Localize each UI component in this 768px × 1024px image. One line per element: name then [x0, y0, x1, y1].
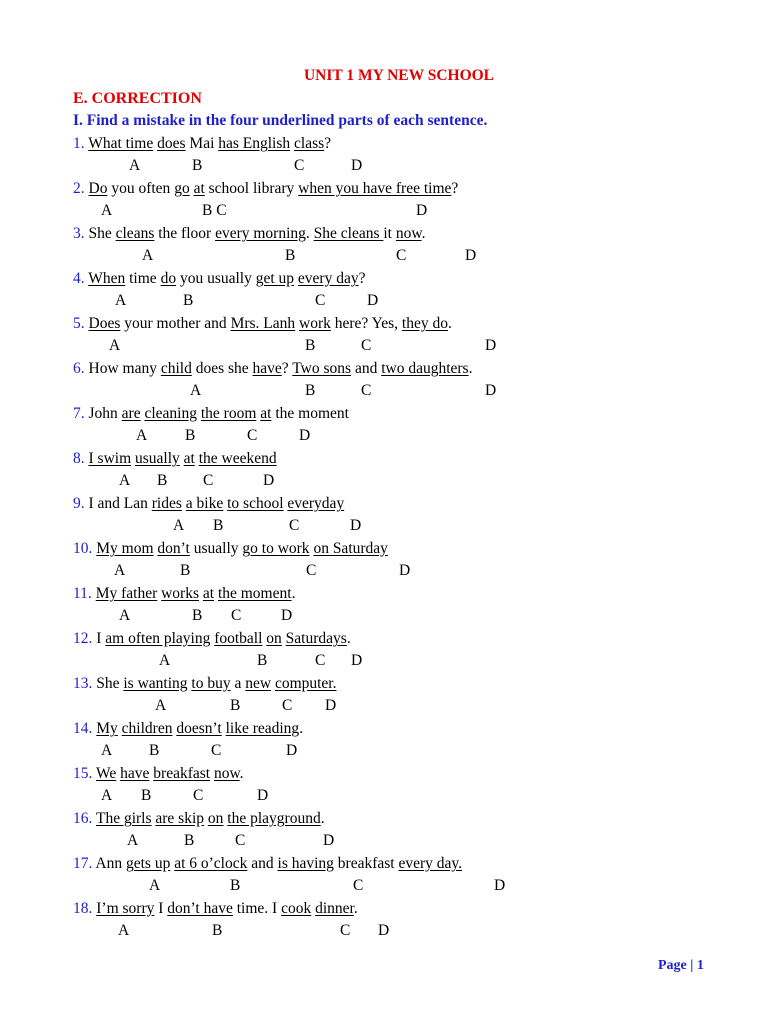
- underlined-part: every day.: [398, 855, 463, 872]
- underlined-part: every day: [297, 270, 359, 287]
- sentence-text: .: [320, 810, 325, 827]
- option-letter: B: [180, 562, 191, 579]
- underlined-part: to buy: [191, 675, 231, 692]
- sentence-text: you often: [107, 180, 175, 197]
- sentence-text: I: [154, 900, 168, 917]
- underlined-part: cleans: [115, 225, 155, 242]
- option-letter: C: [193, 787, 204, 804]
- underlined-part: at: [193, 180, 205, 197]
- underlined-part: children: [121, 720, 173, 737]
- underlined-part: When: [88, 270, 126, 287]
- underlined-part: has English: [218, 135, 291, 152]
- underlined-part: like reading: [225, 720, 300, 737]
- question-number: 18.: [73, 900, 93, 917]
- option-letter: D: [323, 832, 335, 849]
- question-number: 1.: [73, 135, 85, 152]
- question-sentence: [73, 899, 358, 919]
- question-sentence: [73, 674, 337, 694]
- sentence-text: ?: [281, 360, 293, 377]
- sentence-text: time: [125, 270, 161, 287]
- underlined-part: a bike: [185, 495, 224, 512]
- option-letter: A: [136, 427, 148, 444]
- question-number: 14.: [73, 720, 93, 737]
- option-letter: B: [184, 832, 195, 849]
- underlined-part: at: [202, 585, 215, 602]
- option-letter: A: [118, 922, 130, 939]
- option-letter: C: [361, 337, 372, 354]
- section-heading: E. CORRECTION: [73, 90, 202, 107]
- underlined-part: at: [183, 450, 195, 467]
- sentence-text: it: [383, 225, 396, 242]
- option-letter: D: [494, 877, 506, 894]
- sentence-text: and: [351, 360, 382, 377]
- option-letter: B: [305, 337, 316, 354]
- question-number: 12.: [73, 630, 93, 647]
- underlined-part: My mom: [96, 540, 154, 557]
- sentence-text: .: [305, 225, 314, 242]
- underlined-part: at 6 o’clock: [174, 855, 248, 872]
- option-letter: A: [155, 697, 167, 714]
- question-number: 10.: [73, 540, 93, 557]
- option-letter: C: [235, 832, 246, 849]
- underlined-part: to school: [227, 495, 284, 512]
- option-letter: B: [230, 697, 241, 714]
- underlined-part: the weekend: [198, 450, 277, 467]
- question-number: 17.: [73, 855, 93, 872]
- underlined-part: breakfast: [153, 765, 211, 782]
- page-number: Page | 1: [658, 958, 704, 973]
- option-letter: D: [351, 157, 363, 174]
- option-letter: D: [367, 292, 379, 309]
- option-letter: A: [119, 472, 131, 489]
- option-letter: A: [149, 877, 161, 894]
- underlined-part: cook: [281, 900, 312, 917]
- option-letter: B: [141, 787, 152, 804]
- question-sentence: [73, 269, 365, 289]
- option-letter: C: [211, 742, 222, 759]
- option-letter: D: [263, 472, 275, 489]
- underlined-part: My father: [95, 585, 158, 602]
- option-letter: C: [231, 607, 242, 624]
- option-letter: B C: [202, 202, 227, 219]
- question-number: 11.: [73, 585, 92, 602]
- sentence-text: the moment: [271, 405, 349, 422]
- option-letter: B: [212, 922, 223, 939]
- question-number: 5.: [73, 315, 85, 332]
- underlined-part: get up: [255, 270, 295, 287]
- underlined-part: rides: [151, 495, 182, 512]
- sentence-text: you usually: [176, 270, 256, 287]
- option-letter: B: [192, 157, 203, 174]
- underlined-part: everyday: [287, 495, 345, 512]
- sentence-text: .: [447, 315, 452, 332]
- sentence-text: the floor: [154, 225, 216, 242]
- option-letter: B: [230, 877, 241, 894]
- sentence-text: school library: [204, 180, 299, 197]
- underlined-part: now: [395, 225, 422, 242]
- underlined-part: go to work: [242, 540, 310, 557]
- underlined-part: every morning: [215, 225, 306, 242]
- option-letter: A: [115, 292, 127, 309]
- underlined-part: Saturdays: [285, 630, 347, 647]
- underlined-part: on: [207, 810, 224, 827]
- underlined-part: have: [120, 765, 150, 782]
- underlined-part: go: [174, 180, 190, 197]
- question-number: 2.: [73, 180, 85, 197]
- underlined-part: is having: [277, 855, 334, 872]
- option-letter: C: [306, 562, 317, 579]
- option-letter: A: [159, 652, 171, 669]
- option-letter: B: [192, 607, 203, 624]
- sentence-text: ?: [358, 270, 366, 287]
- underlined-part: now: [213, 765, 240, 782]
- question-number: 3.: [73, 225, 85, 242]
- underlined-part: works: [161, 585, 199, 602]
- question-sentence: [73, 809, 325, 829]
- option-letter: D: [416, 202, 428, 219]
- question-number: 9.: [73, 495, 85, 512]
- question-sentence: [73, 179, 458, 199]
- underlined-part: on Saturday: [313, 540, 388, 557]
- option-letter: B: [213, 517, 224, 534]
- option-letter: C: [282, 697, 293, 714]
- option-letter: B: [157, 472, 168, 489]
- sentence-text: I and Lan: [88, 495, 152, 512]
- underlined-part: at: [260, 405, 272, 422]
- underlined-part: cleaning: [144, 405, 197, 422]
- underlined-part: Do: [88, 180, 108, 197]
- question-number: 8.: [73, 450, 85, 467]
- question-number: 6.: [73, 360, 85, 377]
- option-letter: A: [142, 247, 154, 264]
- sentence-text: How many: [88, 360, 161, 377]
- option-letter: B: [305, 382, 316, 399]
- underlined-part: Does: [88, 315, 121, 332]
- option-letter: D: [485, 337, 497, 354]
- question-sentence: [73, 494, 344, 514]
- question-sentence: [73, 584, 295, 604]
- sentence-text: .: [239, 765, 244, 782]
- question-sentence: [73, 404, 349, 424]
- underlined-part: We: [95, 765, 117, 782]
- option-letter: D: [325, 697, 337, 714]
- option-letter: C: [396, 247, 407, 264]
- question-sentence: [73, 854, 462, 874]
- option-letter: D: [378, 922, 390, 939]
- option-letter: D: [299, 427, 311, 444]
- option-letter: D: [351, 652, 363, 669]
- underlined-part: when you have free time: [298, 180, 452, 197]
- option-letter: C: [289, 517, 300, 534]
- option-letter: A: [119, 607, 131, 624]
- sentence-text: a: [230, 675, 246, 692]
- option-letter: C: [361, 382, 372, 399]
- question-sentence: [73, 134, 331, 154]
- option-letter: B: [149, 742, 160, 759]
- option-letter: D: [485, 382, 497, 399]
- underlined-part: is wanting: [123, 675, 188, 692]
- underlined-part: the room: [200, 405, 257, 422]
- underlined-part: I’m sorry: [96, 900, 155, 917]
- sentence-text: Ann: [95, 855, 126, 872]
- question-sentence: [73, 539, 388, 559]
- option-letter: A: [173, 517, 185, 534]
- underlined-part: What time: [88, 135, 154, 152]
- option-letter: D: [350, 517, 362, 534]
- option-letter: A: [127, 832, 139, 849]
- underlined-part: does: [157, 135, 186, 152]
- sentence-text: .: [421, 225, 426, 242]
- underlined-part: child: [160, 360, 192, 377]
- underlined-part: do: [160, 270, 177, 287]
- question-sentence: [73, 359, 472, 379]
- question-sentence: [73, 314, 452, 334]
- sentence-text: John: [88, 405, 122, 422]
- option-letter: C: [340, 922, 351, 939]
- instruction-text: I. Find a mistake in the four underlined parts of each sentence.: [73, 112, 488, 129]
- sentence-text: your mother and: [120, 315, 231, 332]
- underlined-part: doesn’t: [176, 720, 222, 737]
- option-letter: C: [203, 472, 214, 489]
- option-letter: B: [185, 427, 196, 444]
- option-letter: D: [281, 607, 293, 624]
- option-letter: B: [183, 292, 194, 309]
- sentence-text: .: [291, 585, 296, 602]
- underlined-part: are: [121, 405, 141, 422]
- underlined-part: My: [96, 720, 118, 737]
- option-letter: C: [294, 157, 305, 174]
- sentence-text: time. I: [232, 900, 282, 917]
- option-letter: A: [109, 337, 121, 354]
- underlined-part: usually: [135, 450, 180, 467]
- option-letter: D: [465, 247, 477, 264]
- sentence-text: She: [96, 675, 124, 692]
- question-sentence: [73, 449, 277, 469]
- option-letter: C: [315, 292, 326, 309]
- sentence-text: usually: [189, 540, 243, 557]
- underlined-part: Mrs. Lanh: [230, 315, 296, 332]
- sentence-text: breakfast: [333, 855, 399, 872]
- option-letter: B: [257, 652, 268, 669]
- sentence-text: ?: [324, 135, 332, 152]
- option-letter: D: [257, 787, 269, 804]
- underlined-part: on: [266, 630, 282, 647]
- sentence-text: .: [468, 360, 473, 377]
- question-number: 7.: [73, 405, 85, 422]
- option-letter: C: [315, 652, 326, 669]
- sentence-text: does she: [191, 360, 253, 377]
- question-number: 4.: [73, 270, 85, 287]
- underlined-part: the moment: [217, 585, 292, 602]
- underlined-part: two daughters: [381, 360, 469, 377]
- option-letter: C: [247, 427, 258, 444]
- option-letter: A: [129, 157, 141, 174]
- question-sentence: [73, 629, 351, 649]
- sentence-text: .: [299, 720, 304, 737]
- underlined-part: work: [299, 315, 331, 332]
- sentence-text: here? Yes,: [330, 315, 402, 332]
- sentence-text: ?: [451, 180, 459, 197]
- underlined-part: are skip: [155, 810, 205, 827]
- option-letter: D: [286, 742, 298, 759]
- underlined-part: The girls: [95, 810, 152, 827]
- sentence-text: Mai: [185, 135, 219, 152]
- question-sentence: [73, 764, 244, 784]
- sentence-text: I: [96, 630, 106, 647]
- underlined-part: Two sons: [292, 360, 352, 377]
- option-letter: C: [353, 877, 364, 894]
- underlined-part: new: [245, 675, 272, 692]
- option-letter: A: [114, 562, 126, 579]
- underlined-part: I swim: [88, 450, 132, 467]
- underlined-part: computer.: [274, 675, 337, 692]
- sentence-text: She: [88, 225, 116, 242]
- underlined-part: they do: [401, 315, 448, 332]
- underlined-part: class: [294, 135, 325, 152]
- option-letter: A: [101, 787, 113, 804]
- question-sentence: [73, 224, 425, 244]
- question-number: 15.: [73, 765, 93, 782]
- option-letter: A: [101, 202, 113, 219]
- sentence-text: and: [247, 855, 278, 872]
- page-title: UNIT 1 MY NEW SCHOOL: [303, 67, 495, 84]
- option-letter: D: [399, 562, 411, 579]
- question-number: 13.: [73, 675, 93, 692]
- underlined-part: gets up: [125, 855, 171, 872]
- option-letter: A: [101, 742, 113, 759]
- sentence-text: .: [353, 900, 358, 917]
- underlined-part: am often playing: [105, 630, 211, 647]
- underlined-part: don’t have: [167, 900, 233, 917]
- underlined-part: football: [214, 630, 263, 647]
- question-number: 16.: [73, 810, 93, 827]
- underlined-part: don’t: [157, 540, 190, 557]
- question-sentence: [73, 719, 303, 739]
- underlined-part: have: [252, 360, 282, 377]
- option-letter: A: [190, 382, 202, 399]
- sentence-text: .: [346, 630, 351, 647]
- underlined-part: dinner: [315, 900, 354, 917]
- option-letter: B: [285, 247, 296, 264]
- underlined-part: She cleans: [313, 225, 384, 242]
- underlined-part: the playground: [227, 810, 321, 827]
